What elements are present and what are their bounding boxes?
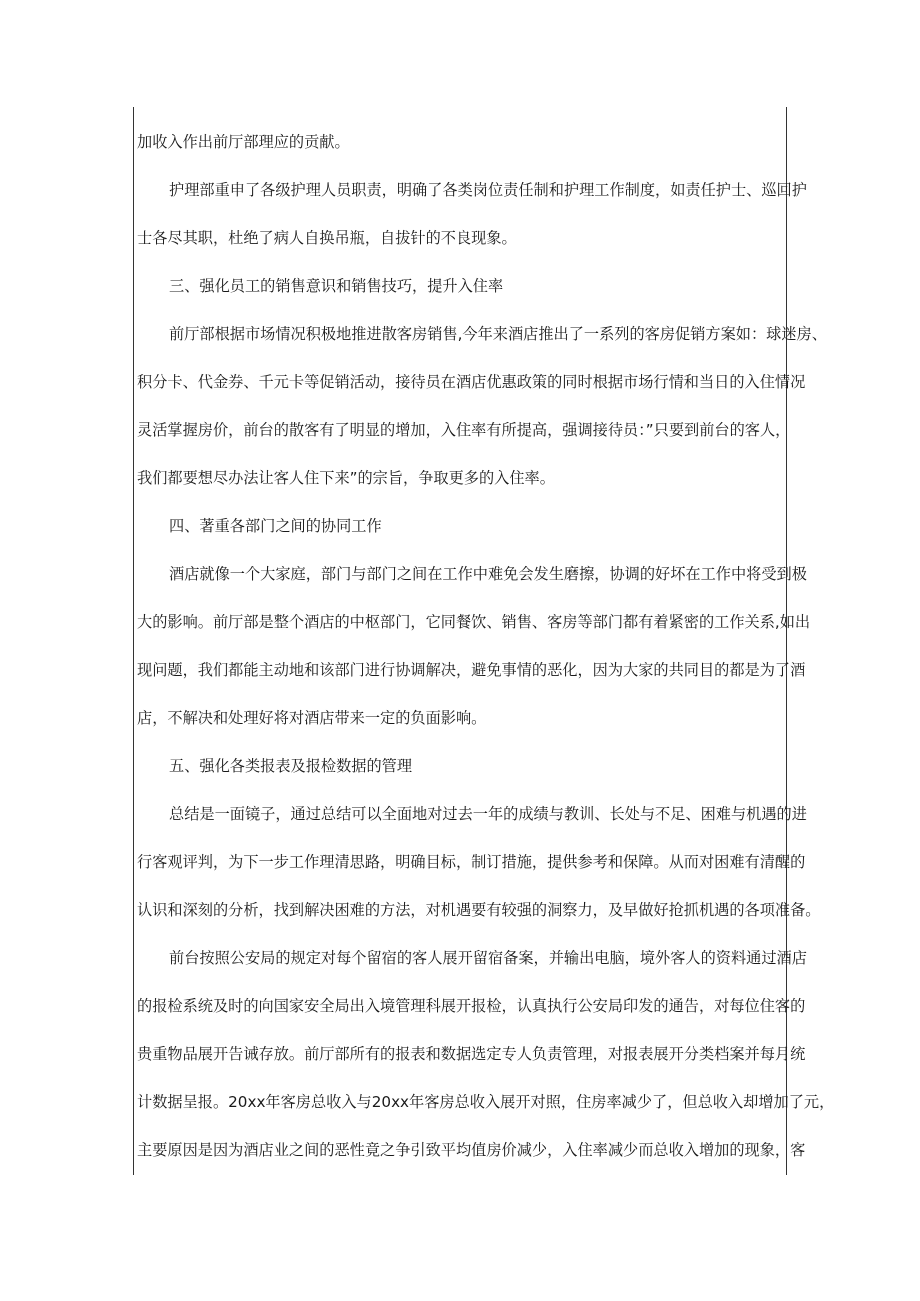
- section-heading-3: [137, 262, 787, 310]
- text-line: 大的影响。前厅部是整个酒店的中枢部门，它同餐饮、销售、客房等部门都有着紧密的工作关系,如出: [137, 613, 811, 631]
- text-line: 酒店就像一个大家庭，部门与部门之间在工作中难免会发生磨擦，协调的好坏在工作中将受到极: [169, 565, 807, 583]
- text-line: 积分卡、代金券、千元卡等促销活动，接待员在酒店优惠政策的同时根据市场行情和当日的入住情况: [137, 373, 806, 391]
- text-line: 加收入作出前厅部理应的贡献。: [137, 133, 350, 151]
- paragraph-summary: [137, 790, 821, 934]
- text-line: 现问题，我们都能主动地和该部门进行协调解决，避免事情的恶化，因为大家的共同目的都是为了酒: [137, 661, 806, 679]
- text-line: 认识和深刻的分析，找到解决困难的方法，对机遇要有较强的洞察力，及早做好抢抓机遇的各项准备。: [137, 901, 821, 919]
- paragraph-nursing: [137, 166, 807, 262]
- text-line: 行客观评判，为下一步工作理清思路，明确目标，制订措施，提供参考和保障。从而对困难有清醒的: [137, 853, 806, 871]
- text-line: 主要原因是因为酒店业之间的恶性竟之争引致平均值房价减少，入住率减少而总收入增加的现象，客: [137, 1141, 806, 1159]
- text-line: 计数据呈报。20xx年客房总收入与20xx年客房总收入展开对照，住房率减少了，但总收入却增加了元，: [137, 1093, 835, 1111]
- heading-text: 四、著重各部门之间的协同工作: [169, 517, 382, 535]
- text-line: 前台按照公安局的规定对每个留宿的客人展开留宿备案，并输出电脑，境外客人的资料通过酒店: [169, 949, 807, 967]
- paragraph-reports: [137, 934, 835, 1174]
- heading-text: 五、强化各类报表及报检数据的管理: [169, 757, 412, 775]
- paragraph-cooperation: [137, 550, 811, 742]
- text-line: 士各尽其职，杜绝了病人自换吊瓶，自拔针的不良现象。: [137, 229, 517, 247]
- text-line: 的报检系统及时的向国家安全局出入境管理科展开报检，认真执行公安局印发的通告，对每位住客的: [137, 997, 806, 1015]
- text-line: 前厅部根据市场情况积极地推进散客房销售,今年来酒店推出了一系列的客房促销方案如：球迷房、: [169, 325, 827, 343]
- document-body: [137, 118, 835, 1174]
- section-heading-5: [137, 742, 787, 790]
- text-line: 灵活掌握房价，前台的散客有了明显的增加，入住率有所提高，强调接待员：”只要到前台的客人，: [137, 421, 791, 439]
- text-line: 总结是一面镜子，通过总结可以全面地对过去一年的成绩与教训、长处与不足、困难与机遇的进: [169, 805, 807, 823]
- text-line: 店，不解决和处理好将对酒店带来一定的负面影响。: [137, 709, 487, 727]
- paragraph-sales: [137, 310, 827, 502]
- left-margin-rule: [133, 107, 134, 1175]
- paragraph-continuation: [137, 118, 787, 166]
- text-line: 贵重物品展开告诫存放。前厅部所有的报表和数据选定专人负责管理，对报表展开分类档案并每月统: [137, 1045, 806, 1063]
- text-line: 护理部重申了各级护理人员职责，明确了各类岗位责任制和护理工作制度，如责任护士、巡回护: [169, 181, 807, 199]
- heading-text: 三、强化员工的销售意识和销售技巧，提升入住率: [169, 277, 504, 295]
- text-line: 我们都要想尽办法让客人住下来”的宗旨，争取更多的入住率。: [137, 469, 555, 487]
- section-heading-4: [137, 502, 787, 550]
